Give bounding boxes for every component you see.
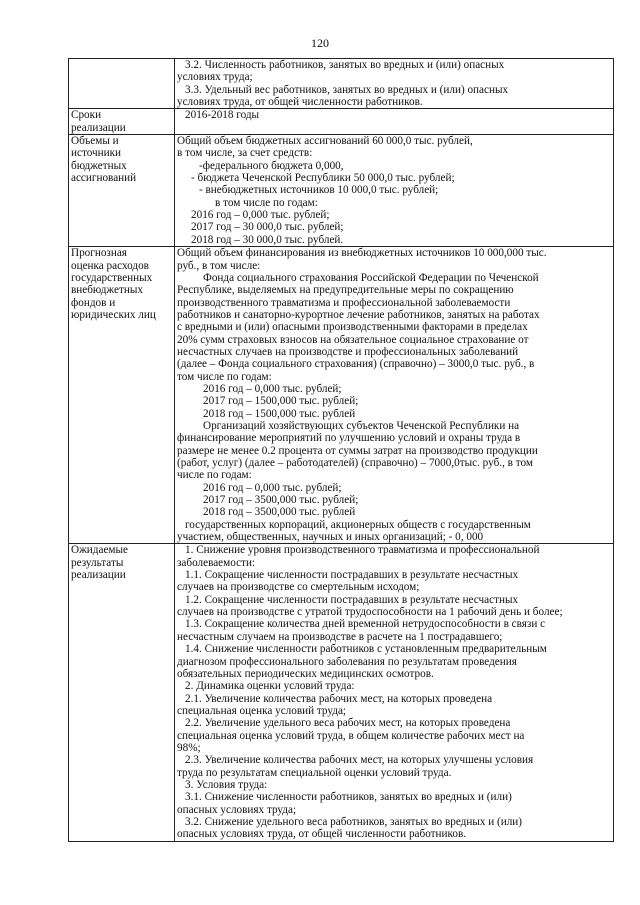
row-label-line: Прогнозная — [71, 247, 127, 260]
content-line: в том числе, за счет средств: — [177, 147, 313, 160]
row-content-cell — [175, 135, 614, 247]
content-line: - бюджета Чеченской Республики 50 000,0 тыс. рублей; — [191, 172, 455, 185]
content-line: 2018 год – 30 000,0 тыс. рублей. — [191, 233, 344, 246]
content-line: 2.3. Увеличение количества рабочих мест, на которых улучшены условия — [185, 754, 534, 767]
row-content-cell — [175, 59, 614, 109]
content-line: Республике, выделяемых на предупредительные меры по сокращению — [177, 284, 514, 297]
content-line: опасных условиях труда, от общей численности работников. — [177, 828, 467, 841]
row-content-cell — [175, 544, 614, 841]
row-label-line: фондов и — [71, 296, 116, 309]
content-line: условиях труда; — [177, 71, 253, 84]
content-line: 2.1. Увеличение количества рабочих мест, на которых проведена — [185, 692, 493, 705]
row-label-cell — [69, 59, 175, 109]
row-label-line: реализации — [71, 569, 126, 582]
content-line: 3.2. Снижение удельного веса работников, занятых во вредных и (или) — [185, 815, 523, 828]
content-line: том числе по годам: — [177, 370, 272, 383]
program-passport-table — [68, 58, 614, 842]
content-line: (далее – Фонда социального страхования) (справочно) – 3000,0 тыс. руб., в — [177, 358, 535, 371]
content-line: 2018 год – 1500,000 тыс. рублей — [203, 407, 356, 420]
row-content-cell — [175, 109, 614, 135]
content-line: 2. Динамика оценки условий труда: — [185, 680, 355, 693]
content-line: специальная оценка условий труда, в общем количестве рабочих мест на — [177, 729, 525, 742]
row-label-line: Ожидаемые — [71, 544, 128, 557]
content-line: несчастным случаем на производстве в расчете на 1 пострадавшего; — [177, 630, 503, 643]
content-line: 20% сумм страховых взносов на обязательное социальное страхование от — [177, 333, 529, 346]
content-line: 1.1. Сокращение численности пострадавших в результате несчастных — [185, 569, 519, 582]
content-line: 2.2. Увеличение удельного веса рабочих мест, на которых проведена — [185, 717, 511, 730]
content-line: -федерального бюджета 0,000, — [199, 159, 344, 172]
row-label-cell — [69, 247, 175, 544]
content-line: числе по годам: — [177, 469, 252, 482]
content-line: с вредными и (или) опасными производственными факторами в пределах — [177, 321, 528, 334]
content-line: Фонда социального страхования Российской Федерации по Чеченской — [203, 271, 539, 284]
content-line: 1.3. Сокращение количества дней временной нетрудоспособности в связи с — [185, 618, 546, 631]
content-line: 3. Условия труда: — [185, 778, 268, 791]
content-line: 3.2. Численность работников, занятых во вредных и (или) опасных — [185, 59, 505, 71]
content-line: 1. Снижение уровня производственного травматизма и профессиональной — [185, 544, 540, 557]
row-label-line: Объемы и — [71, 135, 119, 148]
content-line: Общий объем бюджетных ассигнований 60 000,0 тыс. рублей, — [177, 135, 473, 148]
row-continuation — [69, 59, 614, 109]
content-line: (работ, услуг) (далее – работодателей) (справочно) – 7000,0тыс. руб., в том — [177, 457, 533, 469]
content-line: 2017 год – 1500,000 тыс. рублей; — [203, 395, 359, 408]
row-label-cell — [69, 135, 175, 247]
row-label-cell — [69, 544, 175, 841]
content-line: 3.1. Снижение численности работников, занятых во вредных и (или) — [185, 791, 512, 804]
row-label-line: Сроки — [71, 109, 102, 122]
content-line: государственных корпораций, акционерных обществ с государственным — [185, 518, 531, 531]
content-line: размере не менее 0.2 процента от суммы затрат на производство продукции — [177, 444, 538, 457]
content-line: 2016 год – 0,000 тыс. рублей; — [203, 382, 342, 395]
row-forecast-expenses — [69, 247, 614, 544]
row-label-line: результаты — [71, 556, 124, 569]
content-line: Общий объем финансирования из внебюджетных источников 10 000,000 тыс. — [177, 247, 547, 260]
row-expected-results — [69, 544, 614, 841]
content-line: несчастных случаев на производстве и профессиональных заболеваний — [177, 345, 519, 358]
row-label-line: ассигнований — [71, 172, 137, 185]
content-line: 2017 год – 30 000,0 тыс. рублей; — [191, 221, 344, 234]
content-line: диагнозом профессионального заболевания по результатам проведения — [177, 655, 517, 668]
content-line: случаев на производстве с утратой трудоспособности на 1 рабочий день и более; — [177, 606, 563, 619]
content-line: обязательных периодических медицинских осмотров. — [177, 667, 434, 680]
content-line: условиях труда, от общей численности работников. — [177, 96, 423, 109]
row-label-line: государственных — [71, 271, 153, 284]
row-timeframe — [69, 109, 614, 135]
content-line: руб., в том числе: — [177, 259, 261, 272]
content-line: 98%; — [177, 741, 201, 754]
row-label-line: бюджетных — [71, 159, 127, 172]
row-label-line: юридических лиц — [71, 308, 156, 321]
row-label-cell — [69, 109, 175, 135]
content-line: участием, общественных, научных и иных организаций; - 0, 000 — [177, 531, 484, 544]
content-line: производственного травматизма и профессиональной заболеваемости — [177, 296, 511, 309]
content-line: опасных условиях труда; — [177, 803, 297, 816]
row-label-line: оценка расходов — [71, 259, 149, 272]
content-line: 2016 год – 0,000 тыс. рублей; — [203, 481, 342, 494]
content-line: работников и санаторно-курортное лечение работников, занятых на работах — [177, 308, 540, 321]
content-line: заболеваемости: — [177, 556, 256, 569]
content-line: 1.2. Сокращение численности пострадавших в результате несчастных — [185, 593, 519, 606]
content-line: труда по результатам специальной оценки условий труда. — [177, 766, 452, 779]
row-label-line: внебюджетных — [71, 284, 143, 297]
row-label-line: реализации — [71, 121, 126, 134]
content-line: 2016 год – 0,000 тыс. рублей; — [191, 209, 330, 222]
page-number: 120 — [311, 36, 329, 50]
content-line: финансирование мероприятий по улучшению условий и охраны труда в — [177, 432, 521, 445]
content-line: в том числе по годам: — [215, 196, 318, 209]
row-content-cell — [175, 247, 614, 544]
content-line: 2017 год – 3500,000 тыс. рублей; — [203, 494, 359, 507]
content-line: 2016-2018 годы — [185, 109, 260, 122]
content-line: 2018 год – 3500,000 тыс. рублей — [203, 506, 356, 519]
content-line: специальная оценка условий труда; — [177, 704, 347, 717]
content-line: Организаций хозяйствующих субъектов Чеченской Республики на — [203, 419, 520, 432]
row-budget-allocations — [69, 135, 614, 247]
content-line: - внебюджетных источников 10 000,0 тыс. рублей; — [199, 184, 439, 197]
content-line: 3.3. Удельный вес работников, занятых во вредных и (или) опасных — [185, 83, 509, 96]
row-label-line: источники — [71, 147, 122, 160]
content-line: 1.4. Снижение численности работников с установленным предварительным — [185, 643, 547, 656]
content-line: случаев на производстве со смертельным исходом; — [177, 581, 420, 594]
